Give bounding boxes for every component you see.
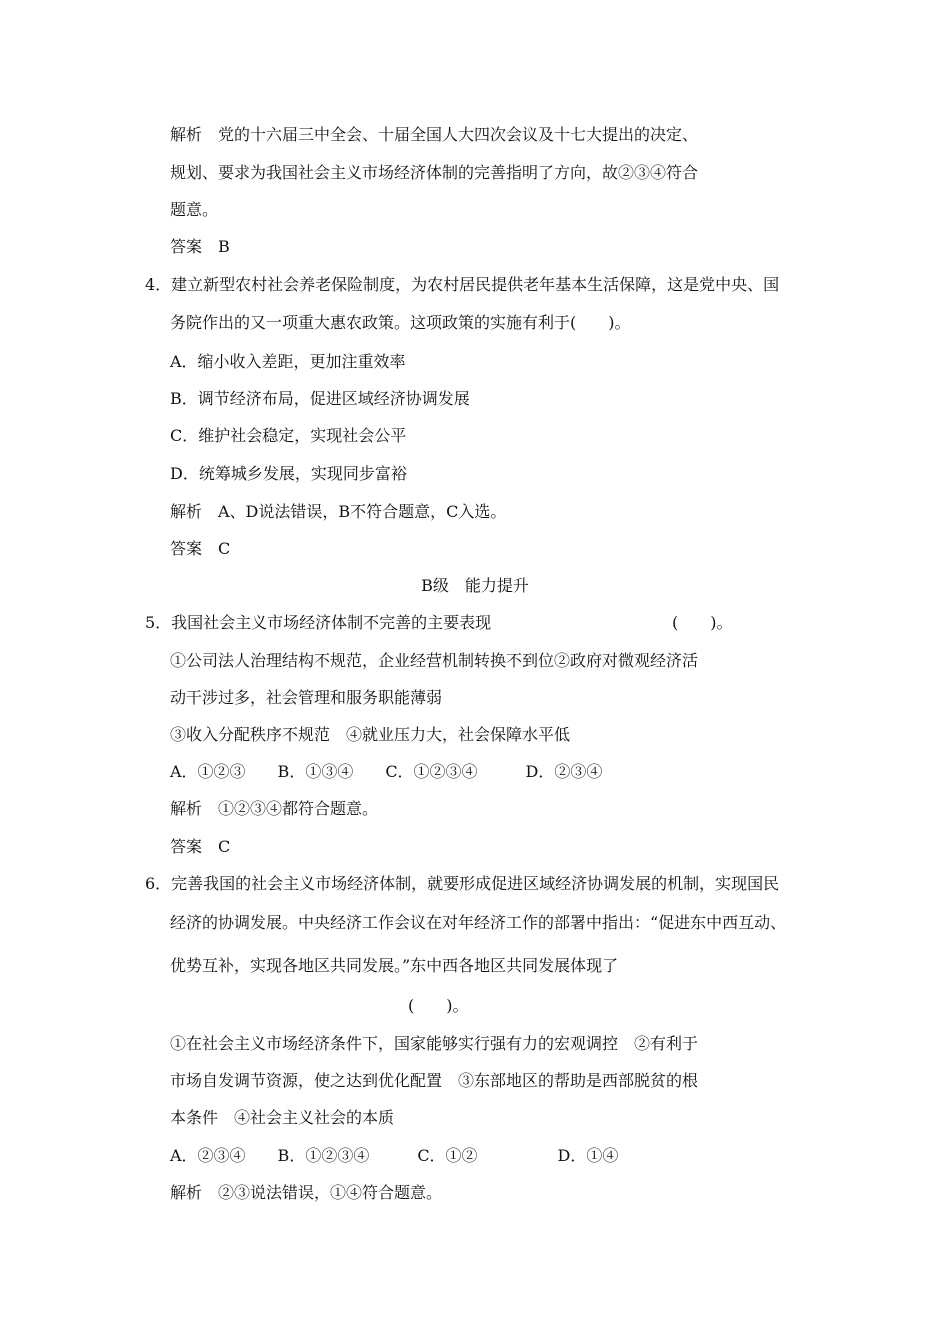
statement-1-2-q6: ①在社会主义市场经济条件下，国家能够实行强有力的宏观调控 ②有利于 — [170, 1034, 699, 1053]
options-q6: A．②③④ B．①②③④ C．①② D．①④ — [170, 1146, 619, 1165]
question-5-bracket: ( )。 — [672, 613, 733, 632]
question-6-cont2: 优势互补，实现各地区共同发展。”东中西各地区共同发展体现了 — [170, 956, 619, 975]
option-b-q4: B．调节经济布局，促进区域经济协调发展 — [170, 389, 470, 408]
option-d-q4: D．统筹城乡发展，实现同步富裕 — [170, 464, 407, 483]
analysis-q3-end: 题意。 — [170, 200, 219, 219]
question-5: 5．我国社会主义市场经济体制不完善的主要表现 — [145, 613, 492, 632]
statement-1-2-q5: ①公司法人治理结构不规范，企业经营机制转换不到位②政府对微观经济活 — [170, 651, 699, 670]
analysis-q5: 解析 ①②③④都符合题意。 — [170, 799, 379, 818]
analysis-q6: 解析 ②③说法错误，①④符合题意。 — [170, 1183, 443, 1202]
option-c-q4: C．维护社会稳定，实现社会公平 — [170, 426, 407, 445]
analysis-q4: 解析 A、D说法错误，B不符合题意，C入选。 — [170, 502, 507, 521]
question-6-cont: 经济的协调发展。中央经济工作会议在对年经济工作的部署中指出：“促进东中西互动、 — [170, 913, 787, 932]
question-6: 6．完善我国的社会主义市场经济体制，就要形成促进区域经济协调发展的机制，实现国民 — [145, 874, 780, 893]
statement-2-cont-q5: 动干涉过多，社会管理和服务职能薄弱 — [170, 688, 443, 707]
statement-2-3-q6: 市场自发调节资源，使之达到优化配置 ③东部地区的帮助是西部脱贫的根 — [170, 1071, 699, 1090]
analysis-q3-cont: 规划、要求为我国社会主义市场经济体制的完善指明了方向，故②③④符合 — [170, 163, 699, 182]
statement-3-4-q5: ③收入分配秩序不规范 ④就业压力大，社会保障水平低 — [170, 725, 571, 744]
section-heading: B级 能力提升 — [421, 576, 529, 595]
option-a-q4: A．缩小收入差距，更加注重效率 — [170, 352, 406, 371]
question-4: 4．建立新型农村社会养老保险制度，为农村居民提供老年基本生活保障，这是党中央、国 — [145, 275, 780, 294]
analysis-q3: 解析 党的十六届三中全会、十届全国人大四次会议及十七大提出的决定、 — [170, 125, 699, 144]
options-q5: A．①②③ B．①③④ C．①②③④ D．②③④ — [170, 762, 603, 781]
question-4-cont: 务院作出的又一项重大惠农政策。这项政策的实施有利于( )。 — [170, 313, 631, 332]
answer-q4: 答案 C — [170, 539, 231, 558]
answer-q5: 答案 C — [170, 837, 231, 856]
statement-3-4-q6: 本条件 ④社会主义社会的本质 — [170, 1108, 395, 1127]
question-6-bracket: ( )。 — [408, 996, 469, 1015]
answer-q3: 答案 B — [170, 237, 230, 256]
